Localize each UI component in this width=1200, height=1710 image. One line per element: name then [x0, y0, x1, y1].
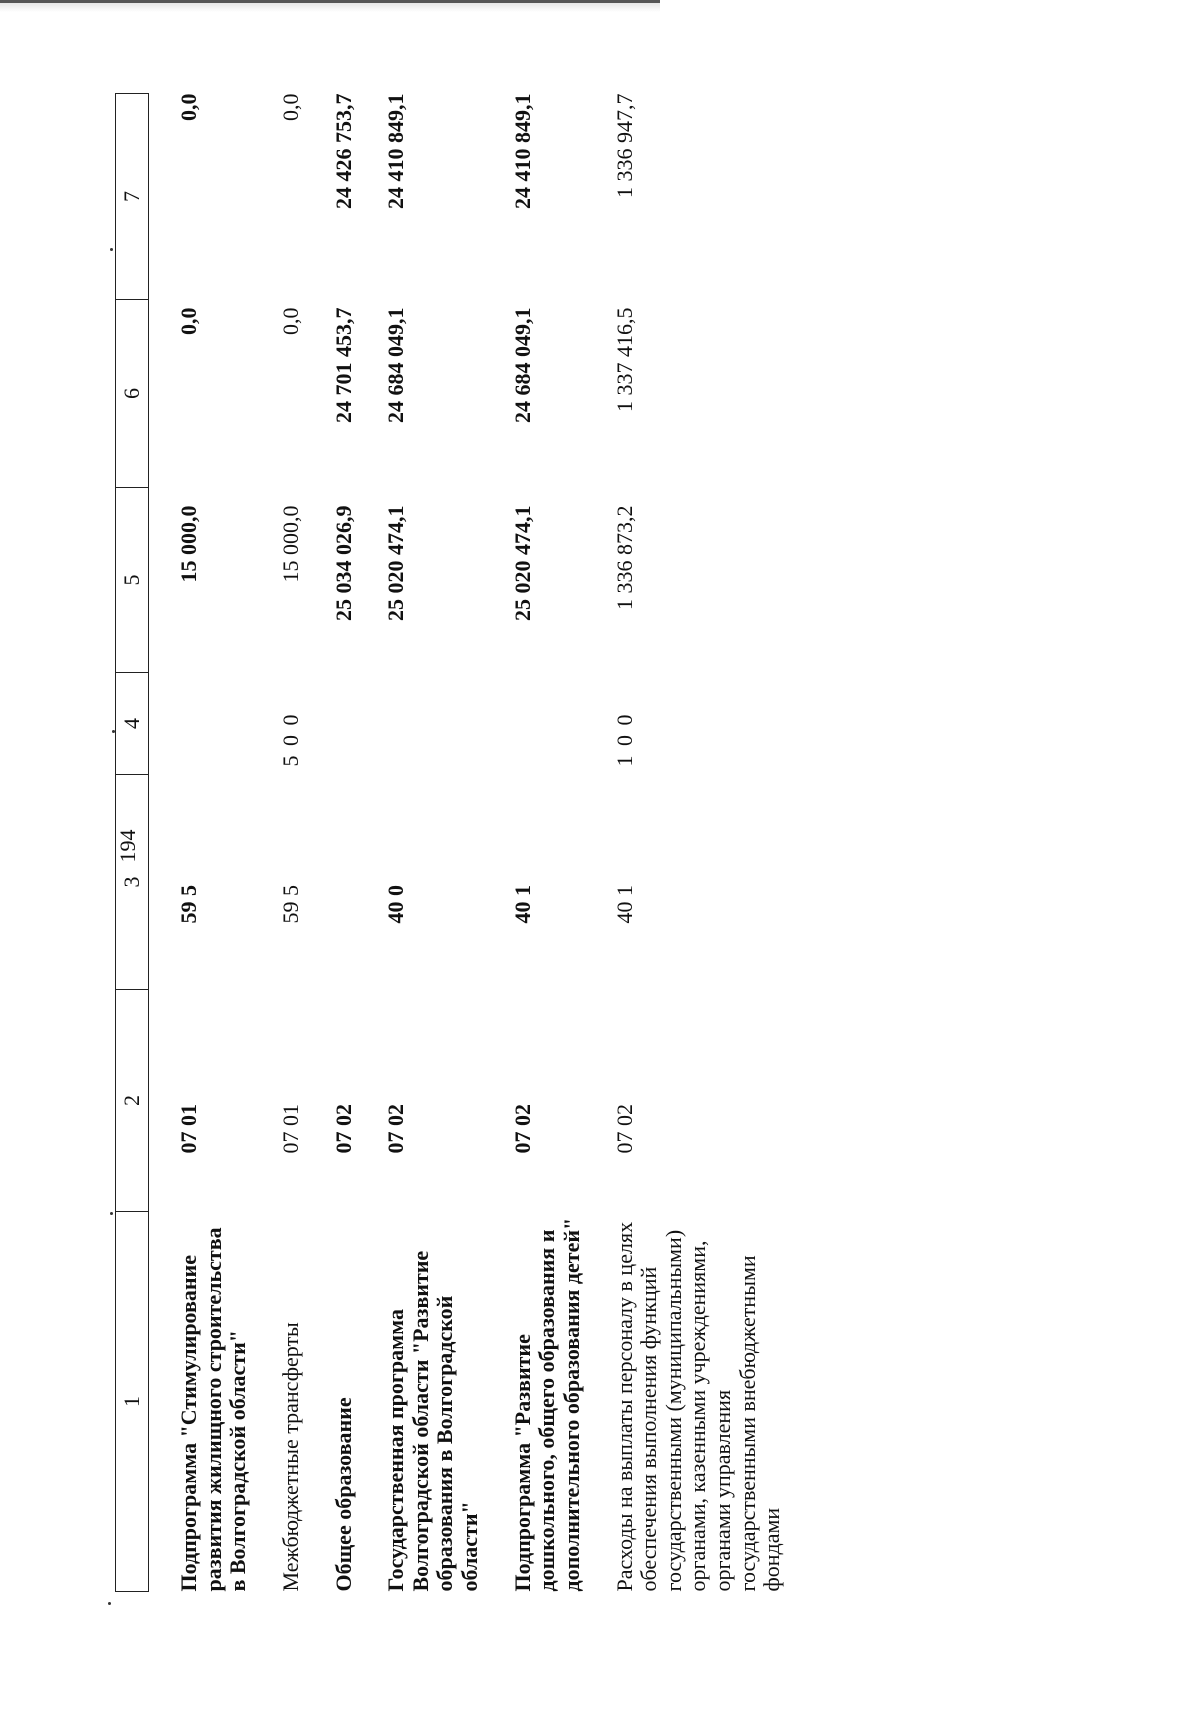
row-expense-type: [483, 673, 585, 775]
row-value-col7: 24 426 753,7: [330, 93, 356, 209]
row-value-col5: 25 020 474,1: [383, 505, 409, 621]
row-value-col5: 15 000,0: [176, 505, 201, 583]
row-name: Межбюджетные трансферты: [277, 1322, 303, 1592]
row-value-col5: 25 034 026,9: [330, 505, 356, 621]
table-row: [304, 94, 357, 1592]
scan-edge-line: [0, 0, 660, 3]
row-value-col5: 1 336 873,2: [611, 505, 637, 610]
row-value-col6: 24 684 049,1: [383, 307, 409, 423]
row-value-col6: 0,0: [277, 307, 303, 335]
table-row: [585, 94, 791, 1592]
column-header: 3: [116, 775, 149, 990]
row-expense-type: 1 0 0: [611, 712, 637, 767]
column-header: 5: [116, 488, 149, 673]
row-value-col7: 24 410 849,1: [509, 93, 535, 209]
row-target: 40 1: [509, 885, 535, 924]
row-value-col6: 1 337 416,5: [611, 307, 637, 412]
page-number: 194: [115, 829, 140, 863]
row-target: 40 1: [611, 885, 637, 924]
row-expense-type: [304, 673, 357, 775]
row-value-col6: 24 684 049,1: [509, 307, 535, 423]
table-header-row: [116, 94, 149, 1592]
scan-speck: [110, 1212, 113, 1215]
row-name: Подпрограмма "Стимулирование развития жилищного строительства в Волгоградской области": [176, 1227, 251, 1592]
column-header: 2: [116, 990, 149, 1212]
table-row: [356, 94, 483, 1592]
row-value-col7: 0,0: [176, 93, 201, 121]
row-value-col7: 24 410 849,1: [383, 93, 409, 209]
column-header: 1: [116, 1212, 149, 1592]
row-value-col6: 0,0: [176, 307, 201, 335]
scan-speck: [108, 1602, 111, 1605]
row-name: Государственная программа Волгоградской области "Развитие образования в Волгоградской области": [383, 1250, 482, 1592]
row-name: Общее образование: [330, 1397, 356, 1592]
row-section: 07 02: [509, 1104, 535, 1154]
row-section: 07 02: [611, 1104, 637, 1154]
row-target: 40 0: [383, 885, 409, 924]
row-expense-type: [356, 673, 483, 775]
row-value-col6: 24 701 453,7: [330, 307, 356, 423]
table-row: [251, 94, 304, 1592]
scan-speck: [110, 248, 113, 251]
row-expense-type: [149, 673, 251, 775]
row-name: Подпрограмма "Развитие дошкольного, общего образования и дополнительного образования детей": [509, 1217, 584, 1592]
row-name: Расходы на выплаты персоналу в целях обеспечения выполнения функций государственными (муниципальными) органами, казенными учреждениями, органами управления государственными внебюджетными фондами: [611, 1221, 785, 1592]
row-section: 07 01: [176, 1104, 201, 1154]
row-expense-type: 5 0 0: [277, 712, 303, 767]
table-row: [483, 94, 585, 1592]
column-header: 6: [116, 300, 149, 488]
row-section: 07 02: [383, 1104, 409, 1154]
row-target: [304, 775, 357, 990]
row-value-col7: 0,0: [277, 93, 303, 121]
row-value-col7: 1 336 947,7: [611, 93, 637, 198]
row-target: 59 5: [176, 885, 201, 924]
row-value-col5: 15 000,0: [277, 505, 303, 583]
budget-table-rotated: [115, 94, 960, 1592]
row-section: 07 01: [277, 1104, 303, 1154]
row-value-col5: 25 020 474,1: [509, 505, 535, 621]
column-header: 7: [116, 94, 149, 300]
column-header: 4: [116, 673, 149, 775]
table-row: [149, 94, 251, 1592]
row-target: 59 5: [277, 885, 303, 924]
row-section: 07 02: [330, 1104, 356, 1154]
budget-table: [115, 93, 791, 1592]
